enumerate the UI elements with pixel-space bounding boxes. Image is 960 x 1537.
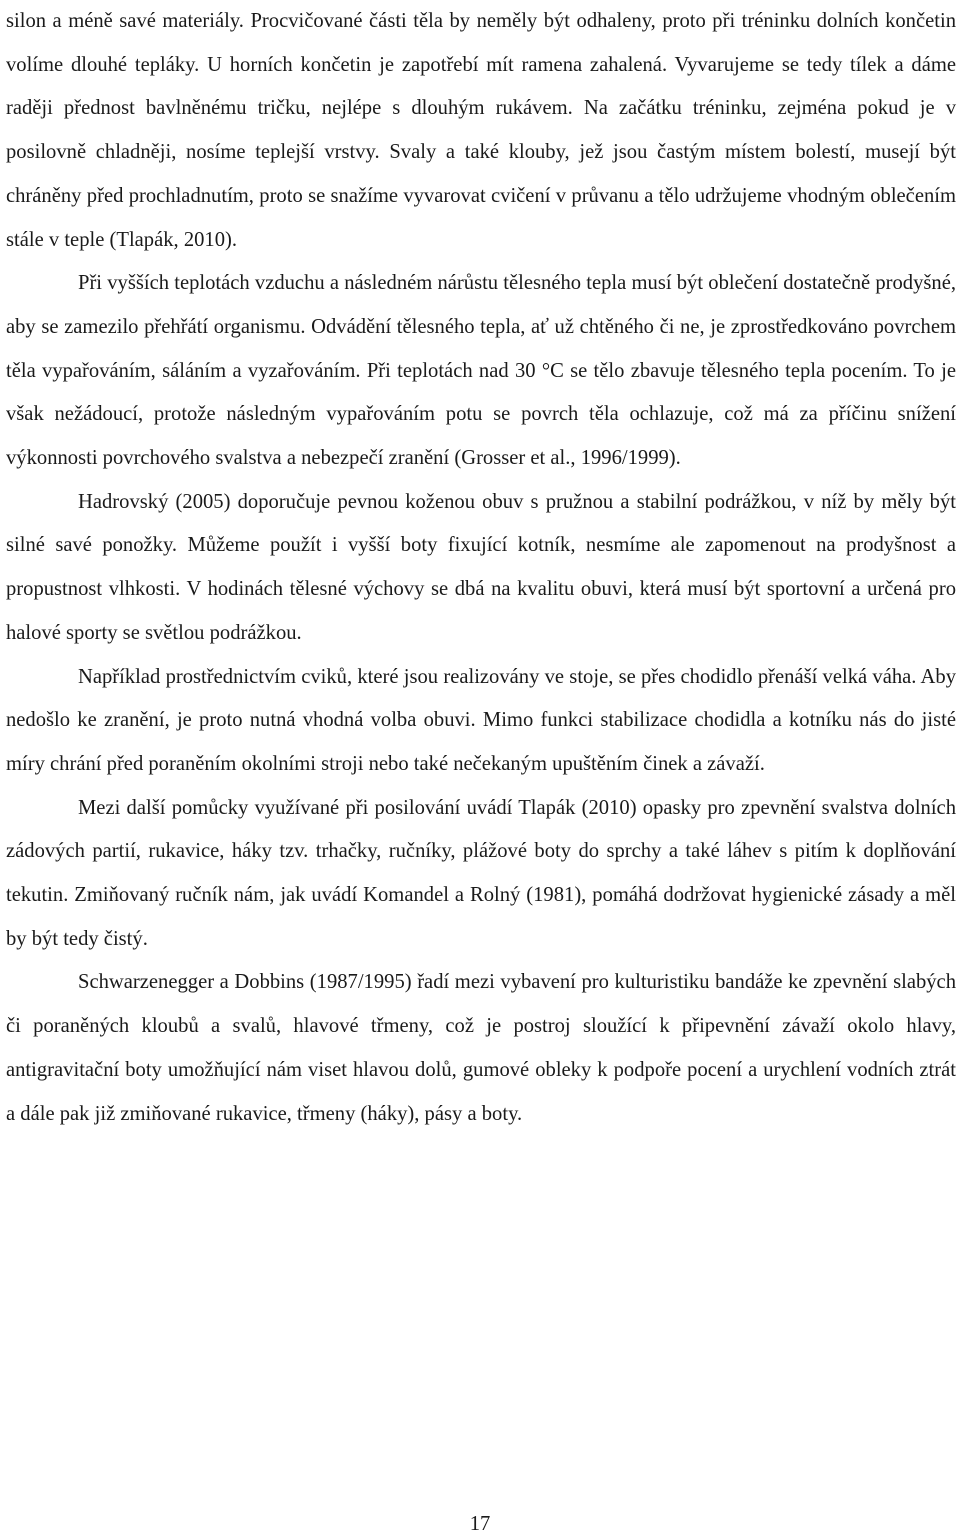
paragraph-body-heat: Při vyšších teplotách vzduchu a následném nárůstu tělesného tepla musí být oblečení dostatečně prodyšné, aby se zamezilo přehřátí organismu. Odvádění tělesného tepla, ať už chtěného či ne, je zprostředkováno povrchem těla vypařováním, sáláním a vyzařováním. Při teplotách nad 30 °C se tělo zbavuje tělesného tepla pocením. To je však nežádoucí, protože následným vypařováním potu se povrch těla ochlazuje, což má za příčinu snížení výkonnosti povrchového svalstva a nebezpečí zranění (Grosser et al., 1996/1999). bbox=[6, 272, 956, 470]
paragraph-continuation: silon a méně savé materiály. Procvičované části těla by neměly být odhaleny, proto při tréninku dolních končetin volíme dlouhé tepláky. U horních končetin je zapotřebí mít ramena zahalená. Vyvarujeme se tedy tílek a dáme raději přednost bavlněnému tričku, nejlépe s dlouhým rukávem. Na začátku tréninku, zejména pokud je v posilovně chladněji, nosíme teplejší vrstvy. Svaly a také klouby, jež jsou častým místem bolestí, musejí být chráněny před prochladnutím, proto se snažíme vyvarovat cvičení v průvanu a tělo udržujeme vhodným oblečením stále v teple (Tlapák, 2010). bbox=[6, 10, 956, 251]
paragraph-other-equipment: Mezi další pomůcky využívané při posilování uvádí Tlapák (2010) opasky pro zpevnění svalstva dolních zádových partií, rukavice, háky tzv. trhačky, ručníky, plážové boty do sprchy a také láhev s pitím k doplňování tekutin. Zmiňovaný ručník nám, jak uvádí Komandel a Rolný (1981), pomáhá dodržovat hygienické zásady a měl by být tedy čistý. bbox=[6, 796, 956, 950]
document-body bbox=[6, 0, 956, 1136]
paragraph-standing-exercises: Například prostřednictvím cviků, které jsou realizovány ve stoje, se přes chodidlo přenáší velká váha. Aby nedošlo ke zranění, je proto nutná vhodná volba obuvi. Mimo funkci stabilizace chodidla a kotníku nás do jisté míry chrání před poraněním okolními stroji nebo také nečekaným upuštěním činek a závaží. bbox=[6, 665, 956, 775]
paragraph-bodybuilding-equipment: Schwarzenegger a Dobbins (1987/1995) řadí mezi vybavení pro kulturistiku bandáže ke zpevnění slabých či poraněných kloubů a svalů, hlavové třmeny, což je postroj sloužící k připevnění závaží okolo hlavy, antigravitační boty umožňující nám viset hlavou dolů, gumové obleky k podpoře pocení a urychlení vodních ztrát a dále pak již zmiňované rukavice, třmeny (háky), pásy a boty. bbox=[6, 971, 956, 1125]
page-number: 17 bbox=[469, 1513, 491, 1535]
paragraph-footwear: Hadrovský (2005) doporučuje pevnou koženou obuv s pružnou a stabilní podrážkou, v níž by měly být silné savé ponožky. Můžeme použít i vyšší boty fixující kotník, nesmíme ale zapomenout na prodyšnost a propustnost vlhkosti. V hodinách tělesné výchovy se dbá na kvalitu obuvi, která musí být sportovní a určená pro halové sporty se světlou podrážkou. bbox=[6, 490, 956, 644]
